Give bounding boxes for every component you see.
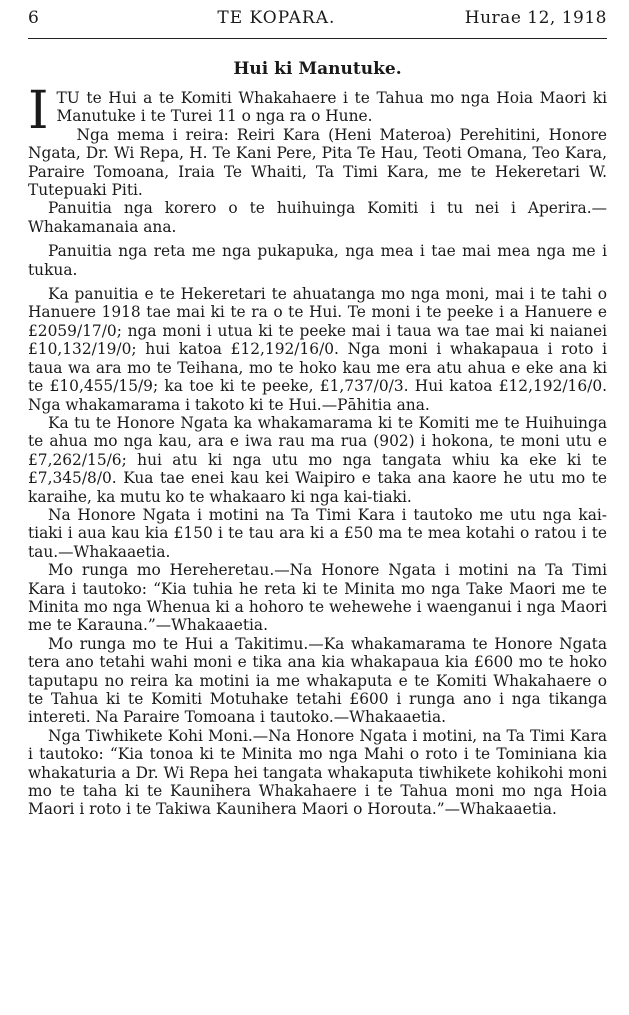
journal-title: TE KOPARA.	[217, 8, 336, 28]
header-rule	[28, 38, 607, 39]
article-paragraph: Mo runga mo Hereheretau.—Na Honore Ngata i motini na Ta Timi Kara i tautoko: “Kia tuhia he reta ki te Minita mo nga Take Maori me te Minita mo nga Whenua ki a hohoro te wehewehe i waenganui i nga Maori me te Karauna.”—Whakaaetia.	[28, 561, 607, 635]
running-header	[28, 8, 607, 38]
article-paragraph: Ka tu te Honore Ngata ka whakamarama ki te Komiti me te Huihuinga te ahua mo nga kau, ara e iwa rau ma rua (902) i hokona, te moni utu e £7,262/15/6; hui atu ki nga utu mo nga tangata whiu ka eke ki te £7,345/8/0. Kua tae enei kau kei Waipiro e taka ana kaore he utu mo te karaihe, ka mutu ko te whakaaro ki nga kai-tiaki.	[28, 413, 607, 506]
article-paragraph: Mo runga mo te Hui a Takitimu.—Ka whakamarama te Honore Ngata tera ano tetahi wahi moni e tika ana kia whakapaua kia £600 mo te hoko taputapu no reira ka motini ia me whakaputa e te Komiti Whakahaere o te Tahua ki te Komiti Motuhake tetahi £600 i runga ano i nga tikanga intereti. Na Paraire Tomoana i tautoko.—Whakaaetia.	[28, 634, 607, 727]
article-body	[28, 81, 607, 819]
drop-cap: I	[28, 81, 49, 141]
article-paragraph: Panuitia nga reta me nga pukapuka, nga mea i tae mai mea nga me i tukua.	[28, 242, 607, 279]
article-paragraph	[28, 81, 607, 141]
article-paragraph: Ka panuitia e te Hekeretari te ahuatanga mo nga moni, mai i te tahi o Hanuere 1918 tae mai ki te ra o te Hui. Te moni i te peeke i a Hanuere e £2059/17/0; nga moni i utua ki te peeke mai i taua wa tae mai ki naianei £10,132/19/0; hui katoa £12,192/16/0. Nga moni i whakapaua i roto i taua wa ara mo te Teihana, mo te hoko kau me era atu ahua e eke ana ki te £10,455/15/9; ka toe ki te peeke, £1,737/0/3. Hui katoa £12,192/16/0. Nga whakamarama i takoto ki te Hui.—Pāhitia ana.	[28, 285, 607, 414]
article-title: Hui ki Manutuke.	[233, 59, 402, 79]
article-paragraph: Nga mema i reira: Reiri Kara (Heni Materoa) Perehitini, Honore Ngata, Dr. Wi Repa, H. Te Kani Pere, Pita Te Hau, Teoti Omana, Teo Kara, Paraire Tomoana, Iraia Te Whaiti, Ta Timi Kara, me te Hekeretari W. Tutepuaki Piti.	[28, 125, 607, 200]
article-paragraph: Na Honore Ngata i motini na Ta Timi Kara i tautoko me utu nga kai-tiaki i aua kau kia £150 i te tau ara ki a £50 ma te mea kotahi o ratou i te tau.—Whakaaetia.	[28, 505, 607, 561]
paragraph-text: TU te Hui a te Komiti Whakahaere i te Tahua mo nga Hoia Maori ki Manutuke i te Turei 11 o nga ra o Hune.	[56, 89, 607, 126]
article-paragraph: Nga Tiwhikete Kohi Moni.—Na Honore Ngata i motini, na Ta Timi Kara i tautoko: “Kia tonoa ki te Minita mo nga Mahi o roto i te Tominiana kia whakaturia a Dr. Wi Repa hei tangata whakaputa tiwhikete kohikohi moni mo te taha ki te Kaunihera Whakahaere i te Tahua moni mo nga Hoia Maori i roto i te Takiwa Kaunihera Maori o Horouta.”—Whakaaetia.	[28, 726, 607, 819]
article-paragraph: Panuitia nga korero o te huihuinga Komiti i tu nei i Aperira.—Whakamanaia ana.	[28, 199, 607, 236]
issue-date: Hurae 12, 1918	[464, 8, 607, 28]
page-number: 6	[28, 8, 40, 28]
